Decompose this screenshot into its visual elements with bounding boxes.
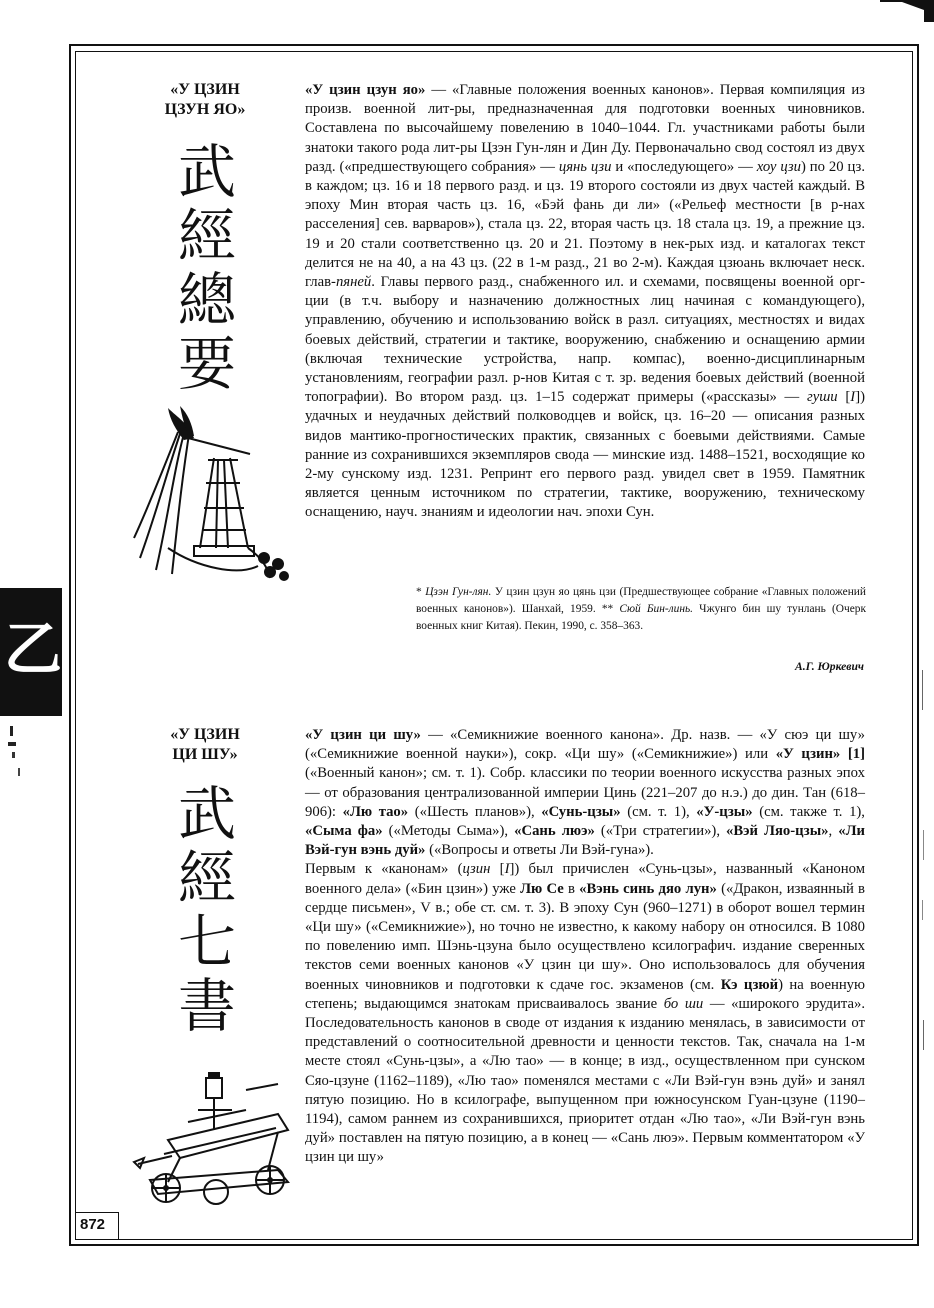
article2-hanzi-char: 七: [177, 908, 236, 976]
page-number: 872: [80, 1216, 106, 1233]
ref-author: Цзэн Гун-лян.: [425, 586, 492, 598]
text-run: ) на военную степень; выдающимся знатокам присваивалось звание: [305, 976, 866, 1012]
article2-hanzi-char: 武: [177, 780, 236, 848]
cross-ref-term: «Сань люэ»: [514, 823, 595, 840]
text-run: («Три стратегии»),: [594, 823, 727, 840]
article2-paragraph: [305, 726, 865, 860]
cross-ref-term: «Сыма фа»: [305, 823, 383, 840]
italic-term: пяней: [335, 274, 372, 291]
article1-hanzi-title: [170, 140, 244, 396]
text-run: (см. также т. 1),: [752, 803, 865, 820]
ref-text: У цзин цзун яо цянь цзи (Предшествующее собрание «Главных положений военных канонов»). Шанхай, 1959. **: [416, 586, 866, 615]
text-run: («Методы Сыма»),: [382, 823, 515, 840]
article1-references: [416, 584, 866, 635]
text-run: . Главы первого разд., снабженного ил. и схемами, посвящены военной орг-ции (в т.ч. выбору и назначению должностных лиц начиная с командующего), управлению, обучению и использованию войск в разл. ситуациях, местностях и видах боевых действий, стратегии и тактике, вооружению, снабжению и оснащению армии (включая технические устройства, напр. компас), военно-дисциплинарным установлениям, географии разл. р-нов Китая с т. зр. ведения боевых действий (военной топографии). Во втором разд. цз. 1–15 содержат примеры («рассказы» —: [305, 274, 865, 406]
text-run: Первым к «канонам» (: [305, 861, 463, 878]
article2-hanzi-char: 書: [177, 972, 236, 1040]
cross-ref-term: «У цзин» [1]: [775, 746, 865, 763]
war-cart-illustration: [128, 1070, 298, 1210]
italic-term: I: [850, 389, 856, 406]
article1-heading-line2: ЦЗУН ЯО»: [164, 101, 246, 118]
cross-ref-term: «Сунь-цзы»: [541, 803, 621, 820]
article2-title-term: «У цзин ци шу»: [305, 727, 421, 743]
text-run: («Дракон, изваянный в сердце письмен», V в.; обе ст. см. т. 3). В эпоху Сун (960–1271) в оборот вошел термин «Ци шу» («Семикнижие»), но точно не известно, к какому набору он относился. В 1080 по повелению имп. Шэнь-цзуна было осуществлено ксилографич. издание сверенных текстов семи военных канонов «У цзин ци шу». Оно использовалось для обучения военных чиновников и подготовки к сдаче гос. экзаменов (см.: [305, 880, 865, 993]
corner-arrow-mark: [880, 0, 934, 22]
text-run: — «широкого эрудита». Последовательность канонов в своде от издания к изданию менялась, в зависимости от представлений о соотносительной древности и ценности текстов. Так, сначала на 1-м месте стоял «Сунь-цзы», а «Лю тао» — в конце; в изд., осуществленном при сунском Сяо-цзуне (1162–1189), «Лю тао» поменялся местами с «Ли Вэй-гун вэнь дуй» и занял пятую позицию. Но в ксилографе, выпущенном при южносунском Гуан-цзуне (1190–1194), самом раннем из сохранившихся, приоритет отдан «Лю тао», «Ли Вэй-гун вэнь дуй» поставлен на пятую позицию, а в конец — «Сань люэ». Первым комментатором «У цзин ци шу»: [305, 995, 866, 1166]
siege-tower-illustration: [128, 398, 294, 584]
article1-title-term: «У цзин цзун яо»: [305, 82, 426, 98]
right-margin-marks: [918, 600, 930, 1160]
italic-term: гуши: [806, 389, 838, 406]
cross-ref-term: «Вэнь синь дяо лун»: [579, 880, 717, 897]
cross-ref-term: Кэ цзюй: [720, 976, 779, 993]
article1-author: А.Г. Юркевич: [795, 660, 864, 673]
text-run: ]) был причислен «Сунь-цзы», названный «Каноном военного дела» («Бин цзин») уже: [305, 861, 865, 897]
text-run: — «Семикнижие военного канона». Др. назв. — «У сюэ ци шу» («Семикнижие военной науки»), сокр. «Ци шу» («Семикнижие») или: [305, 727, 865, 763]
italic-term: хоу цзи: [756, 158, 801, 175]
article2-hanzi-title: [170, 782, 244, 1038]
article1-body: [305, 81, 865, 523]
article1-paragraph: [305, 81, 865, 523]
italic-term: бо ши: [663, 995, 704, 1012]
text-run: в: [563, 880, 580, 897]
article2-body: [305, 726, 865, 1168]
article2-hanzi-char: 經: [177, 844, 236, 912]
article2-paragraph: [305, 860, 865, 1167]
text-run: и «последующего» —: [611, 158, 757, 175]
cross-ref-term: «Вэй Ляо-цзы»: [726, 823, 829, 840]
article1-hanzi-char: 要: [177, 330, 236, 398]
text-run: («Вопросы и ответы Ли Вэй-гуна»).: [425, 842, 654, 859]
article1-hanzi-char: 武: [177, 138, 236, 206]
text-run: ,: [828, 823, 839, 840]
ref-author: Сюй Бин-линь.: [619, 603, 694, 615]
article2-heading-line1: «У ЦЗИН: [170, 726, 240, 743]
cross-ref-term: «Лю тао»: [342, 803, 409, 820]
article1-heading-line1: «У ЦЗИН: [170, 81, 240, 98]
article1-hanzi-char: 總: [177, 266, 236, 334]
italic-term: I: [504, 861, 510, 878]
cross-ref-term: «У-цзы»: [696, 803, 753, 820]
italic-term: цянь цзи: [558, 158, 612, 175]
article2-heading-line2: ЦИ ШУ»: [172, 746, 238, 763]
text-run: ]) удачных и неудачных действий полководцев и войск, цз. 16–20 — описания разных видов мантико-прогностических практик, связанных с боевыми действиями. Самые ранние из сохранившихся экземпляров свода — минские изд. 1488–1521, восходящие ко 2-му сунскому изд. 1231. Репринт его первого разд. увидел свет в 1959. Памятник является ценным источником по стратегии, тактике, вооружению, техническому оснащению, науч. знаниям и идеологии нач. эпохи Сун.: [305, 389, 865, 521]
article2-heading: [140, 725, 270, 765]
left-margin-marks: [4, 724, 24, 784]
text-run: — «Главные положения военных канонов». Первая компиляция из произв. военной лит-ры, предназначенная для подготовки военных чиновников. Составлена по высочайшему повелению в 1040–1044. Гл. участниками работы были знатоки такого рода лит-ры Цзэн Гун-лян и Дин Ду. Первоначально свод состоял из двух разд. («предшествующего собрания» —: [305, 82, 865, 175]
cross-ref-term: Лю Се: [520, 880, 564, 897]
text-run: [: [490, 861, 505, 878]
italic-term: цзин: [462, 861, 491, 878]
text-run: («Военный канон»; см. т. 1). Собр. классики по теории военного искусства разных эпох — от образования централизованной империи Цинь (221–207 до н.э.) до дин. Тан (618–906):: [305, 765, 865, 820]
text-run: [: [837, 389, 851, 406]
cross-ref-term: «Ли Вэй-гун вэнь дуй»: [305, 823, 866, 859]
text-run: ) по 20 цз. в каждом; цз. 16 и 18 первого разд. и цз. 19 второго состояли из двух частей каждый. В эпоху Мин вторая часть цз. 16, «Бэй фань ди ли» («Рельеф местности [в р-нах расселения] сев. варваров»), стала цз. 22, вторая часть цз. 18 стала цз. 19, а прежние цз. 19 и 20 стали соответственно цз. 20 и 21. Поэтому в нек-рых изд. и каталогах текст делится не на 40, а на 43 цз. (22 в 1-м разд., 21 во 2-м). Каждая цзюань включает неск. глав-: [305, 158, 865, 291]
ref-text: Чжунго бин шу тунлань (Очерк военных книг Китая). Пекин, 1990, с. 358–363.: [416, 603, 867, 632]
article1-hanzi-char: 經: [177, 202, 236, 270]
article1-heading: [140, 80, 270, 120]
thumb-index-tab: [0, 588, 62, 716]
thumb-index-glyph: 乙: [4, 615, 63, 683]
ref-marker: *: [416, 586, 426, 598]
text-run: (см. т. 1),: [620, 803, 697, 820]
text-run: («Шесть планов»),: [408, 803, 542, 820]
